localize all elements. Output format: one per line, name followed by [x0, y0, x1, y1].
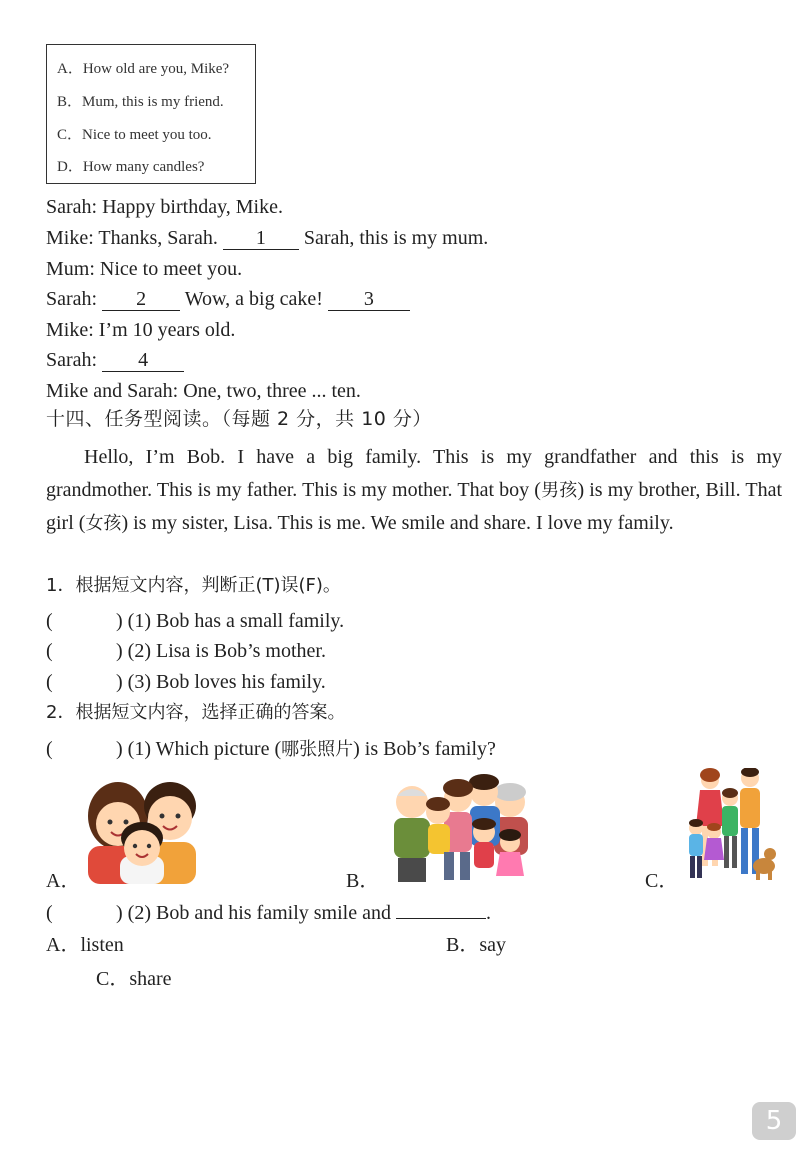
passage-chinese-gloss: 女孩: [85, 513, 122, 534]
family-picture-c[interactable]: [684, 768, 779, 884]
dialogue-line-1: Sarah: Happy birthday, Mike.: [46, 196, 283, 218]
choice-c: C．share: [96, 968, 172, 990]
dialogue-text: Sarah:: [46, 349, 103, 371]
dialogue-line-5: Mike: I’m 10 years old.: [46, 319, 236, 341]
dialogue-line-3: Mum: Nice to meet you.: [46, 258, 243, 280]
question-text: ) (1) Bob has a small family.: [116, 610, 345, 632]
passage-chinese-gloss: 男孩: [540, 480, 578, 501]
choice-a: A．listen: [46, 934, 124, 956]
reading-passage: [46, 441, 782, 540]
picture-label-a: A．: [46, 870, 81, 892]
section-title: 十四、任务型阅读。（每题 2 分，共 10 分）: [46, 408, 432, 430]
passage-text: ) is my sister, Lisa. This is me. We smile and share. I love my family.: [121, 512, 674, 534]
picture-label-b: B．: [346, 870, 380, 892]
dialogue-text: Wow, a big cake!: [180, 288, 328, 310]
dialogue-line-4: [46, 289, 410, 311]
answer-paren[interactable]: (: [46, 610, 53, 632]
question-text: .: [485, 902, 491, 924]
tf-question-3: [46, 672, 326, 692]
mc-question-1: [46, 739, 496, 759]
question-text: ) (2) Lisa is Bob’s mother.: [116, 640, 326, 662]
passage-text: Hello, I’m Bob. I have a big family. This is my grandfather and this is my grandmother. This is my father. This is my mother. That boy (: [46, 446, 782, 501]
dialogue-text: Sarah:: [46, 288, 103, 310]
dialogue-text: Sarah, this is my mum.: [298, 227, 489, 249]
answer-paren[interactable]: (: [46, 738, 53, 760]
question-chinese-gloss: 哪张照片: [281, 739, 354, 760]
tf-question-1: [46, 611, 344, 631]
dialogue-line-2: [46, 228, 488, 250]
mc-question-2: [46, 903, 491, 923]
dialogue-line-6: [46, 350, 184, 372]
family-picture-b[interactable]: [388, 772, 538, 884]
question-text: ) (2) Bob and his family smile and: [116, 902, 396, 924]
dialogue-text: Mike: Thanks, Sarah.: [46, 227, 223, 249]
option-d: D．How many candles?: [57, 159, 205, 175]
question-text: ) (1) Which picture (: [116, 738, 282, 760]
choice-b: B．say: [446, 934, 506, 956]
answer-paren[interactable]: (: [46, 640, 53, 662]
blank-2: 2: [102, 289, 180, 311]
blank-1: 1: [223, 228, 299, 250]
option-b: B．Mum, this is my friend.: [57, 94, 224, 110]
options-box: [46, 44, 256, 184]
picture-label-c: C．: [645, 870, 679, 892]
question-text: ) is Bob’s family?: [353, 738, 496, 760]
answer-paren[interactable]: (: [46, 902, 53, 924]
dialogue-line-7: Mike and Sarah: One, two, three ... ten.: [46, 380, 361, 402]
blank-3: 3: [328, 289, 410, 311]
tf-question-2: [46, 641, 326, 661]
part2-heading: 2．根据短文内容，选择正确的答案。: [46, 702, 346, 723]
option-c: C．Nice to meet you too.: [57, 127, 212, 143]
part1-heading: 1．根据短文内容，判断正(T)误(F)。: [46, 575, 341, 596]
question-text: ) (3) Bob loves his family.: [116, 671, 326, 693]
passage-text: ) is my brother, Bill. That girl (: [46, 479, 783, 534]
page-number-badge: 5: [752, 1102, 796, 1140]
blank-4: 4: [102, 350, 184, 372]
family-picture-a[interactable]: [80, 768, 202, 884]
option-a: A．How old are you, Mike?: [57, 61, 230, 77]
answer-paren[interactable]: (: [46, 671, 53, 693]
answer-blank: [396, 917, 486, 919]
